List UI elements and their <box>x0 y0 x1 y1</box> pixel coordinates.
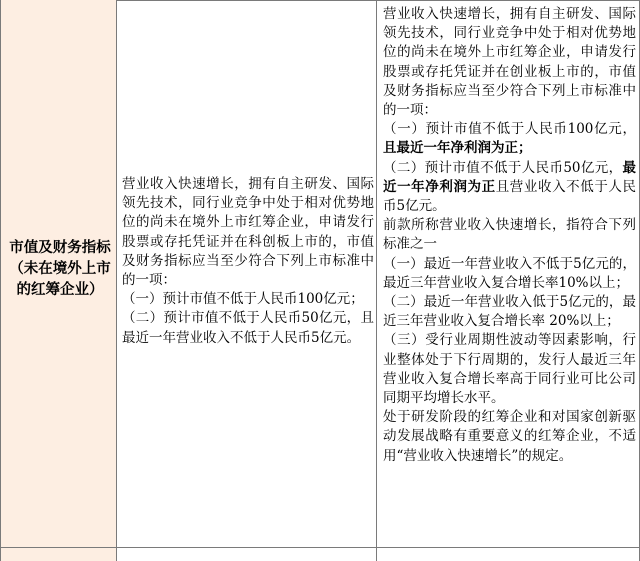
growth-standard-3: （三）受行业周期性波动等因素影响，行业整体处于下行周期的，发行人最近三年营业收入复合增长率高于同行业可比公司同期平均增长水平。 <box>383 332 636 407</box>
star-market-item-1: （一）预计市值不低于人民币100亿元； <box>122 291 364 308</box>
chinext-item-1-bold: 且最近一年净利润为正； <box>383 140 532 157</box>
growth-intro: 前款所称营业收入快速增长，指符合下列标准之一 <box>383 217 636 253</box>
chinext-cell <box>377 0 640 548</box>
star-market-intro: 营业收入快速增长，拥有自主研发、国际领先技术，同行业竞争中处于相对优势地位的尚未在境外上市红筹企业，申请发行股票或存托凭证并在科创板上市的，市值及财务指标应当至少符合下列上市标准中的一项： <box>122 176 374 289</box>
chinext-intro: 营业收入快速增长，拥有自主研发、国际领先技术，同行业竞争中处于相对优势地位的尚未在境外上市红筹企业，申请发行股票或存托凭证并在创业板上市的，市值及财务指标应当至少符合下列上市标准中的一项： <box>383 6 636 119</box>
growth-standard-2: （二）最近一年营业收入低于5亿元的，最近三年营业收入复合增长率 20%以上； <box>383 294 636 330</box>
next-row-label-cell <box>0 548 117 561</box>
chinext-item-1-text: （一）预计市值不低于人民币100亿元， <box>383 121 636 138</box>
growth-standard-1: （一）最近一年营业收入不低于5亿元的，最近三年营业收入复合增长率10%以上； <box>383 255 636 291</box>
row-label: 市值及财务指标（未在境外上市的红筹企业） <box>9 240 111 298</box>
star-market-item-2: （二）预计市值不低于人民币50亿元，且最近一年营业收入不低于人民币5亿元。 <box>122 310 374 346</box>
chinext-item-2-tail: 且营业收入不低于人民币5亿元。 <box>383 178 637 215</box>
star-market-text <box>122 175 374 348</box>
chinext-item-1 <box>383 120 636 158</box>
chinext-item-2 <box>383 159 636 217</box>
row-label-cell <box>0 0 117 548</box>
chinext-item-2-text: （二）预计市值不低于人民币50亿元， <box>383 159 623 176</box>
next-row-left-cell <box>117 548 377 561</box>
exception-clause: 处于研发阶段的红筹企业和对国家创新驱动发展战略有重要意义的红筹企业，不适用“营业收入快速增长”的规定。 <box>383 409 636 464</box>
next-row-strip <box>0 548 640 561</box>
next-row-right-cell <box>377 548 640 561</box>
star-market-cell <box>117 0 377 548</box>
chinext-item-2-bold: 最近一年净利润为正 <box>383 159 636 195</box>
chinext-text <box>383 5 636 466</box>
